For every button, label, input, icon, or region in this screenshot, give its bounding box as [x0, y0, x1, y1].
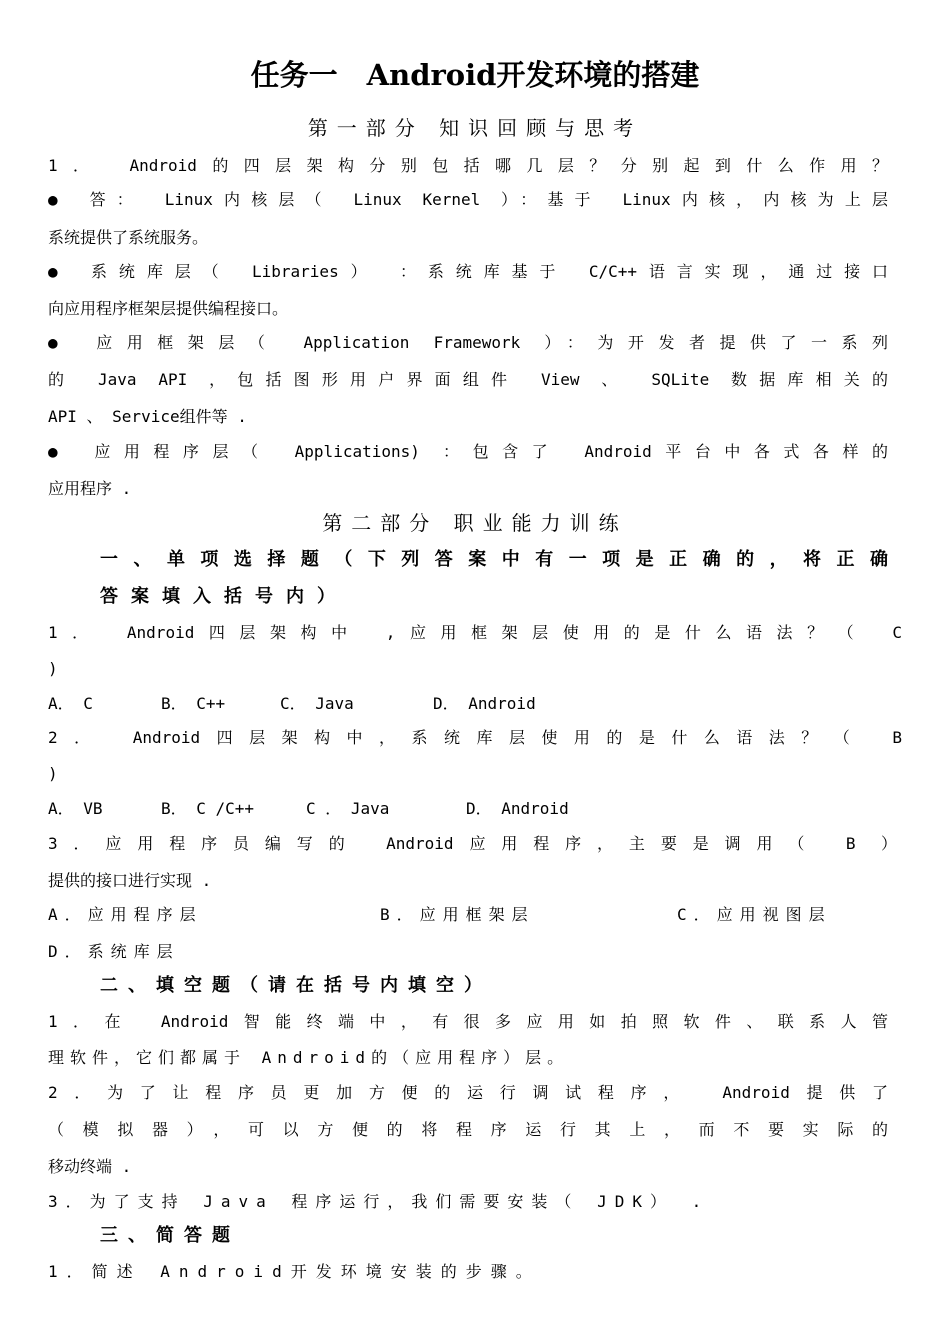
mc3-option-b: B．应用框架层 [380, 905, 535, 924]
mc1-option-b: B． C++ [161, 694, 226, 713]
mc-question-2-cont: ) [48, 764, 58, 783]
answer-linux-kernel: ● 答： Linux内核层（ Linux Kernel ）：基于 Linux内核，内核为上层 [48, 190, 888, 209]
part1-heading: 第一部分 知识回顾与思考 [307, 116, 643, 140]
answer-applications-cont: 应用程序 . [48, 479, 132, 498]
fill-question-2-cont2: 移动终端 . [48, 1157, 132, 1176]
document-title: 任务一 Android开发环境的搭建 [250, 58, 700, 92]
short-answer-question-1: 1．简述 Android开发环境安装的步骤。 [48, 1262, 541, 1281]
part2-heading: 第二部分 职业能力训练 [322, 511, 628, 535]
mc1-option-a: A． C [48, 694, 93, 713]
section-single-choice-heading: 一、单项选择题（下列答案中有一项是正确的，将正确 [100, 549, 888, 570]
answer-linux-kernel-cont: 系统提供了系统服务。 [48, 228, 209, 247]
mc1-option-d: D． Android [433, 694, 536, 713]
mc-question-1: 1． Android四层架构中 ,应用框架层使用的是什么语法？（ C [48, 623, 902, 642]
mc2-option-d: D． Android [466, 799, 569, 818]
mc-question-2: 2． Android四层架构中，系统库层使用的是什么语法？（ B [48, 728, 902, 747]
mc1-option-c: C． Java [280, 694, 354, 713]
answer-app-framework-cont: 的 Java API ，包括图形用户界面组件 View 、 SQLite 数据库相关的 [48, 370, 888, 389]
mc-question-3: 3．应用程序员编写的 Android应用程序，主要是调用（ B ） [48, 834, 897, 853]
answer-app-framework-cont2: API 、 Service组件等 . [48, 407, 247, 426]
mc2-option-c: C ． Java [306, 799, 390, 818]
mc-question-1-cont: ) [48, 659, 58, 678]
mc3-option-c: C．应用视图层 [677, 905, 832, 924]
fill-question-2: 2．为了让程序员更加方便的运行调试程序， Android提供了 [48, 1083, 888, 1102]
mc3-option-d: D．系统库层 [48, 942, 180, 961]
section-single-choice-heading-cont: 答案填入括号内） [100, 586, 348, 607]
fill-question-2-cont: （模拟器），可以方便的将程序运行其上，而不要实际的 [48, 1120, 888, 1139]
answer-libraries-cont: 向应用程序框架层提供编程接口。 [48, 299, 289, 318]
mc-question-3-cont: 提供的接口进行实现 . [48, 871, 212, 890]
fill-question-1-cont: 理软件，它们都属于 Android的（应用程序）层。 [48, 1048, 570, 1067]
fill-question-3: 3．为了支持 Java 程序运行，我们需要安装（ JDK） . [48, 1192, 710, 1211]
section-short-answer-heading: 三、简答题 [100, 1225, 240, 1246]
answer-app-framework: ● 应用框架层（ Application Framework ）：为开发者提供了一系列 [48, 333, 888, 352]
section-fill-blank-heading: 二、填空题（请在括号内填空） [100, 975, 492, 996]
answer-libraries: ● 系统库层（ Libraries） ：系统库基于 C/C++语言实现，通过接口 [48, 262, 888, 281]
mc2-option-a: A． VB [48, 799, 103, 818]
answer-applications: ● 应用程序层（ Applications) ：包含了 Android平台中各式各样的 [48, 442, 888, 461]
question-1: 1． Android的四层架构分别包括哪几层？分别起到什么作用？ [48, 156, 888, 175]
fill-question-1: 1．在 Android智能终端中，有很多应用如拍照软件、联系人管 [48, 1012, 888, 1031]
mc3-option-a: A．应用程序层 [48, 905, 203, 924]
mc2-option-b: B． C /C++ [161, 799, 255, 818]
